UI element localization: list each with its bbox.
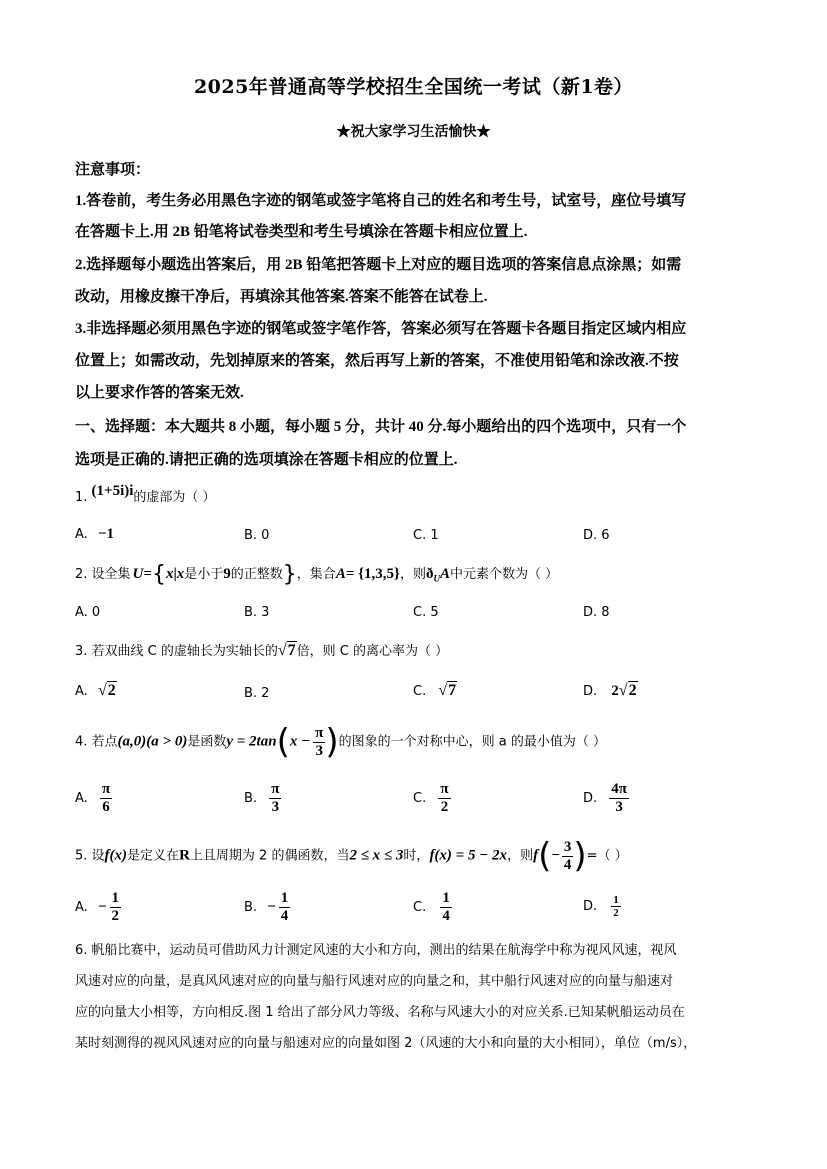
option-d: D. 6 — [583, 528, 610, 543]
option-b: B. 3 — [244, 605, 270, 620]
question-6-line: 应的向量大小相等，方向相反.图 1 给出了部分风力等级、名称与风速大小的对应关系.已知某帆船运动员在 — [75, 1005, 685, 1020]
fraction: $\frac{\pi}{3}$ — [315, 724, 324, 759]
question-3: 3. 若双曲线 C 的虚轴长为实轴长的√7倍，则 C 的离心率为（ ） — [75, 642, 449, 659]
question-2: 2. 设全集 U={x|x是小于9的正整数}，集合A= {1,3,5}，则$ð_UA$中元素个数为（ ） — [75, 562, 559, 587]
exam-subtitle: ★祝大家学习生活愉快★ — [336, 124, 491, 140]
option-c: C. 5 — [413, 605, 439, 620]
notice-line: 改动，用橡皮擦干净后，再填涂其他答案.答案不能答在试卷上. — [75, 289, 488, 305]
option-c: C. 1 — [413, 528, 439, 543]
option-d: D. 8 — [583, 605, 610, 620]
question-4: 4. 若点(a,0)(a > 0)是函数y = 2tan(x − $\frac{\pi}{3}$ )的图象的一个对称中心，则 a 的最小值为（ ） — [75, 722, 607, 762]
question-number: 1. — [75, 490, 88, 505]
option-c: C. $\frac{1}{4}$ — [413, 890, 450, 924]
exam-title: 2025年普通高等学校招生全国统一考试（新1卷） — [193, 76, 634, 98]
option-a: A. $\frac{\pi}{6}$ — [75, 781, 111, 815]
notice-line: 位置上；如需改动，先划掉原来的答案，然后再写上新的答案，不准使用铅笔和涂改液.不按 — [75, 353, 679, 369]
sqrt: √7 — [277, 642, 296, 659]
math-expression: (1+5i)i — [91, 483, 134, 499]
option-a: A. 0 — [75, 605, 101, 620]
option-d: D. $\frac{4\pi}{3}$ — [583, 781, 628, 815]
fraction: $\frac{3}{4}$ — [563, 838, 572, 873]
question-6-line: 6. 帆船比赛中，运动员可借助风力计测定风速的大小和方向，测出的结果在航海学中称为视风风速，视风 — [75, 943, 677, 958]
option-a: A. √2 — [75, 682, 116, 699]
option-b: B. − $\frac{1}{4}$ — [244, 890, 289, 924]
question-6-line: 风速对应的向量，是真风风速对应的向量与船行风速对应的向量之和，其中船行风速对应的向量与船速对 — [75, 974, 674, 989]
question-1 — [75, 483, 765, 506]
option-c: C. $\frac{\pi}{2}$ — [413, 781, 449, 815]
option-a: A. −1 — [75, 526, 114, 542]
question-6-line: 某时刻测得的视风风速对应的向量与船速对应的向量如图 2（风速的大小和向量的大小相同），单位（m/s）， — [75, 1036, 697, 1051]
question-text: 的虚部为（ ） — [133, 490, 216, 505]
option-a: A. − $\frac{1}{2}$ — [75, 890, 119, 924]
notice-line: 以上要求作答的答案无效. — [75, 385, 244, 401]
notice-line: 2.选择题每小题选出答案后，用 2B 铅笔把答题卡上对应的题目选项的答案信息点涂黑；如需 — [75, 257, 682, 273]
option-b: B. $\frac{\pi}{3}$ — [244, 781, 280, 815]
notice-heading: 注意事项： — [75, 162, 151, 178]
section-heading: 一、选择题：本大题共 8 小题，每小题 5 分，共计 40 分.每小题给出的四个选项中，只有一个 — [75, 419, 687, 435]
notice-line: 1.答卷前，考生务必用黑色字迹的钢笔或签字笔将自己的姓名和考生号，试室号，座位号填写 — [75, 193, 687, 209]
section-heading: 选项是正确的.请把正确的选项填涂在答题卡相应的位置上. — [75, 452, 458, 468]
notice-line: 3.非选择题必须用黑色字迹的钢笔或签字笔作答，答案必须写在答题卡各题目指定区域内相应 — [75, 321, 687, 337]
option-b: B. 0 — [244, 528, 270, 543]
option-b: B. 2 — [244, 686, 270, 701]
question-5: 5. 设f(x)是定义在R上且周期为 2 的偶函数，当2 ≤ x ≤ 3时，f(x) = 5 − 2x，则f(− $\frac{3}{4}$ )=（ ） — [75, 836, 628, 876]
option-c: C. √7 — [413, 682, 457, 699]
notice-line: 在答题卡上.用 2B 铅笔将试卷类型和考生号填涂在答题卡相应位置上. — [75, 224, 528, 240]
option-d: D. $\frac{1}{2}$ — [583, 894, 619, 919]
option-d: D. 2√2 — [583, 682, 637, 699]
